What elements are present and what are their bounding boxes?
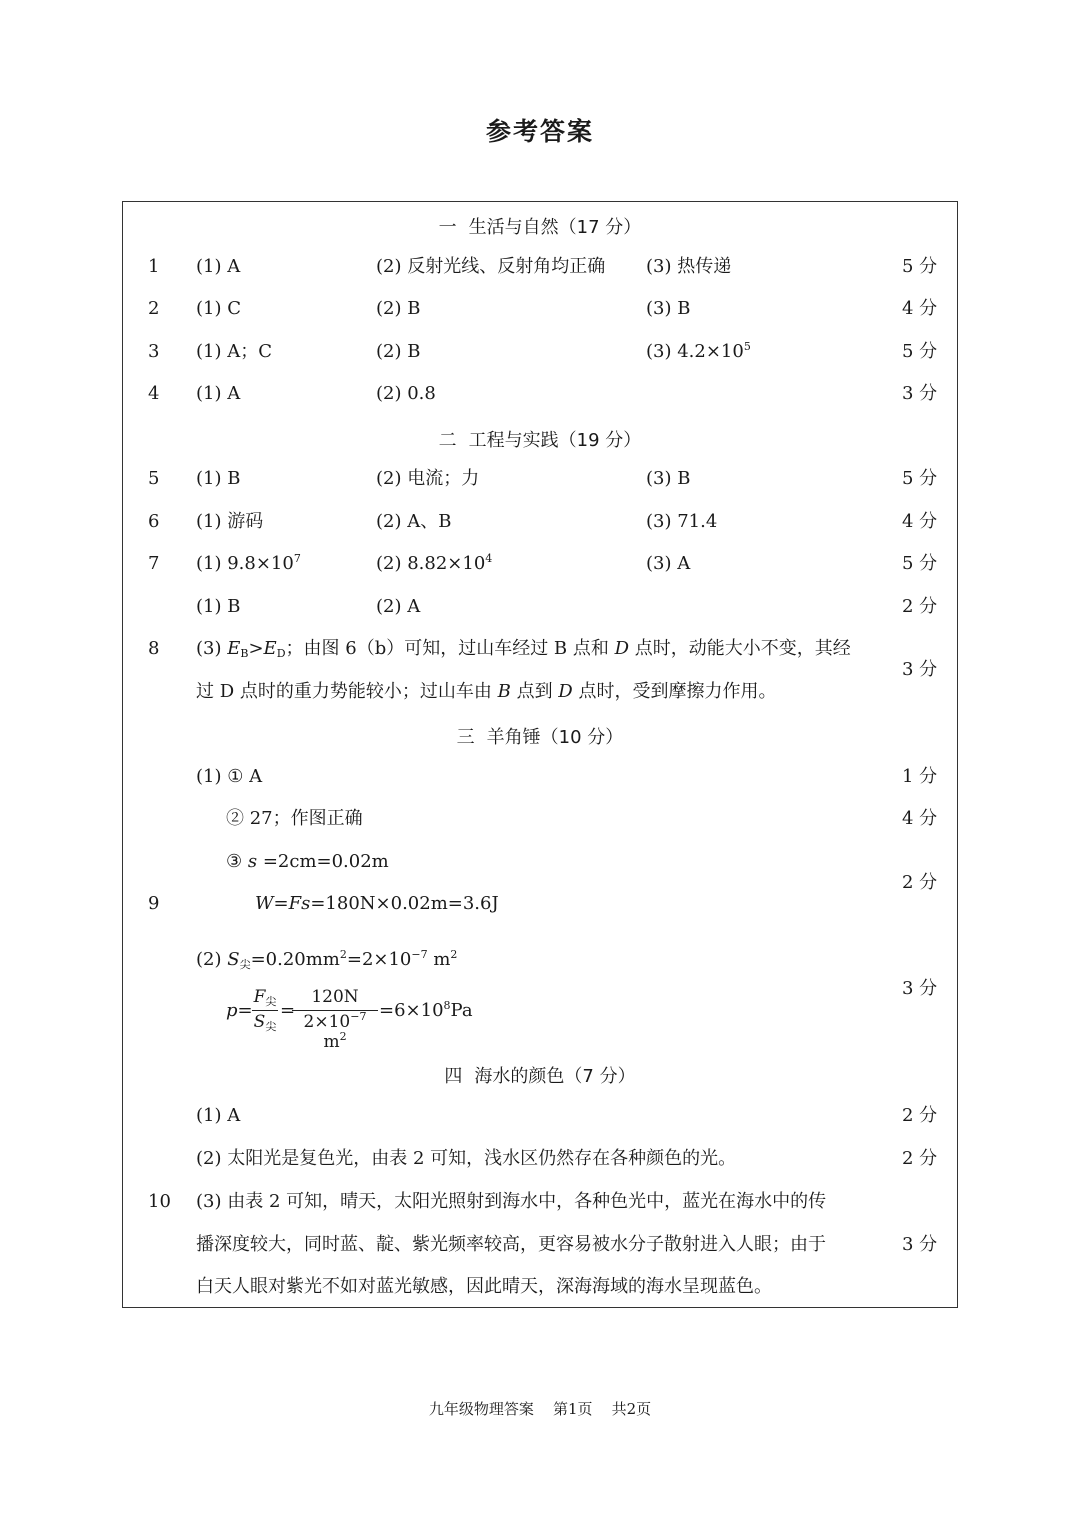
- answer-table: [122, 201, 958, 1308]
- score: 3 分: [902, 1234, 938, 1255]
- answer-part-3: (3) 71.4: [646, 511, 718, 532]
- question-number: 6: [148, 511, 160, 532]
- score: 3 分: [902, 659, 938, 680]
- pressure-symbol: p=: [226, 1000, 253, 1021]
- answer-part-3: (3) 热传递: [646, 256, 732, 277]
- answer-part-2: (2) 0.8: [376, 383, 436, 404]
- answer-part-2: (2) $8.82\times 10^4$: [376, 552, 493, 574]
- work-formula: W=Fs=180N×0.02m=3.6J: [255, 893, 499, 914]
- fraction-denominator: $2\times 10^{-7}$ $m^2$: [303, 1010, 367, 1052]
- answer-part-2: (2) A、B: [376, 511, 452, 532]
- fraction-numerator: 120N: [311, 987, 359, 1007]
- section-heading-4: 四 海水的颜色（7 分）: [444, 1066, 636, 1087]
- answer-part-3-line-1: (3) $E_B>E_D$；由图 6（b）可知，过山车经过 B 点和 D 点时，动能大小不变，其经: [196, 638, 851, 660]
- question-number: 10: [148, 1191, 171, 1212]
- section-heading-3: 三 羊角锤（10 分）: [456, 727, 624, 748]
- page-title: 参考答案: [485, 117, 594, 146]
- answer-part-1: (1) B: [196, 596, 241, 617]
- answer-part-1-1: (1) ① A: [196, 766, 263, 787]
- answer-part-1: (1) $9.8\times 10^7$: [196, 552, 301, 574]
- score: 5 分: [902, 341, 938, 362]
- answer-part-1: (1) B: [196, 468, 241, 489]
- score: 5 分: [902, 256, 938, 277]
- answer-part-1: (1) A: [196, 383, 241, 404]
- section-heading-1: 一 生活与自然（17 分）: [438, 217, 642, 238]
- score: 4 分: [902, 511, 938, 532]
- score: 3 分: [902, 383, 938, 404]
- answer-part-3-line-2: 播深度较大，同时蓝、靛、紫光频率较高，更容易被水分子散射进入人眼；由于: [196, 1234, 826, 1255]
- question-number: 3: [148, 341, 160, 362]
- score: 5 分: [902, 553, 938, 574]
- answer-part-1: (1) A: [196, 1105, 241, 1126]
- answer-part-1: (1) C: [196, 298, 241, 319]
- question-number: 2: [148, 298, 160, 319]
- answer-part-3-line-2: 过 D 点时的重力势能较小；过山车由 B 点到 D 点时，受到摩擦力作用。: [196, 681, 777, 702]
- question-number: 8: [148, 638, 160, 659]
- answer-part-1-2: ② 27；作图正确: [226, 808, 363, 829]
- fraction-denominator: $S_尖$: [253, 1012, 277, 1033]
- answer-part-1: (1) A: [196, 256, 241, 277]
- fraction-numerator: $F_尖$: [253, 987, 277, 1008]
- answer-part-1: (1) 游码: [196, 511, 264, 532]
- answer-part-2: (2) B: [376, 298, 421, 319]
- score: 4 分: [902, 808, 938, 829]
- answer-part-3: (3) B: [646, 298, 691, 319]
- score: 4 分: [902, 298, 938, 319]
- score: 1 分: [902, 766, 938, 787]
- answer-part-2: (2) 反射光线、反射角均正确: [376, 256, 606, 277]
- answer-part-3: (3) $4.2\times 10^5$: [646, 340, 751, 362]
- score: 5 分: [902, 468, 938, 489]
- answer-part-2: (2) B: [376, 341, 421, 362]
- answer-part-2: (2) A: [376, 596, 421, 617]
- answer-part-3-line-3: 白天人眼对紫光不如对蓝光敏感，因此晴天，深海海域的海水呈现蓝色。: [196, 1276, 772, 1297]
- section-heading-2: 二 工程与实践（19 分）: [438, 430, 642, 451]
- question-number: 1: [148, 256, 160, 277]
- equals-sign: =: [280, 1000, 296, 1021]
- score: 2 分: [902, 596, 938, 617]
- answer-part-3: (3) A: [646, 553, 691, 574]
- pressure-result: $=6\times 10^8Pa$: [379, 999, 473, 1021]
- answer-part-3: (3) B: [646, 468, 691, 489]
- page-footer: 九年级物理答案 第1页 共2页: [428, 1400, 652, 1418]
- score: 2 分: [902, 1148, 938, 1169]
- score: 2 分: [902, 872, 938, 893]
- answer-part-1-3: ③ s =2cm=0.02m: [226, 851, 389, 872]
- answer-part-2: (2) 电流；力: [376, 468, 480, 489]
- question-number: 7: [148, 553, 160, 574]
- score: 3 分: [902, 978, 938, 999]
- fraction-line: [252, 1010, 278, 1011]
- answer-part-2: (2) 太阳光是复色光，由表 2 可知，浅水区仍然存在各种颜色的光。: [196, 1148, 737, 1169]
- answer-part-3-line-1: (3) 由表 2 可知，晴天，太阳光照射到海水中，各种色光中，蓝光在海水中的传: [196, 1191, 827, 1212]
- question-number: 5: [148, 468, 160, 489]
- score: 2 分: [902, 1105, 938, 1126]
- question-number: 9: [148, 893, 160, 914]
- question-number: 4: [148, 383, 160, 404]
- answer-part-1: (1) A；C: [196, 341, 272, 362]
- answer-part-2-area: (2) $S_尖=0.20mm^2=2\times 10^{-7}$ $m^2$: [196, 948, 458, 971]
